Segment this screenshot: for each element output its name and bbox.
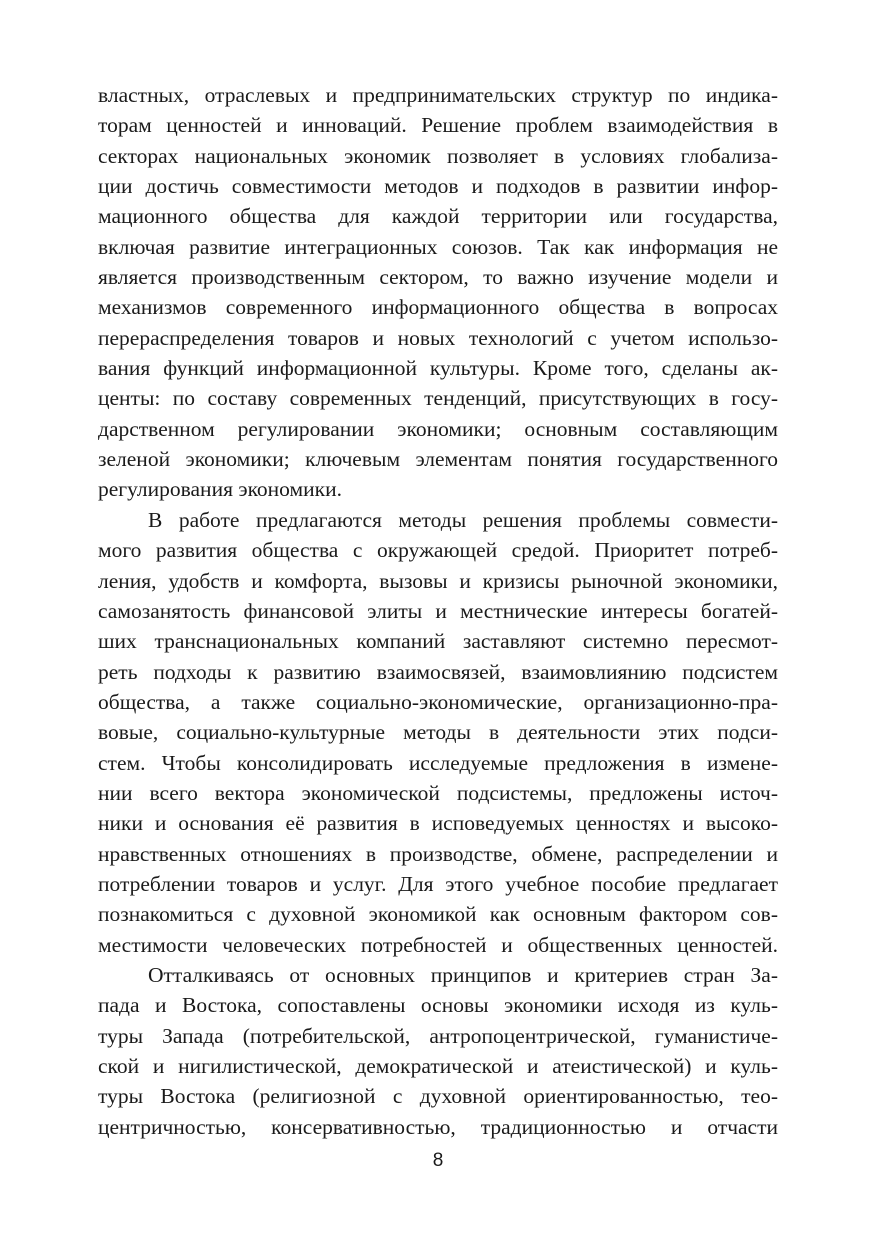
paragraph-2 <box>98 505 778 960</box>
text-line: вовые, социально-культурные методы в деятельности этих подси- <box>98 720 778 745</box>
text-line: механизмов современного информационного общества в вопросах <box>98 295 778 320</box>
text-line: самозанятость финансовой элиты и местнические интересы богатей- <box>98 598 778 623</box>
text-line: включая развитие интеграционных союзов. Так как информация не <box>98 234 778 259</box>
text-line: Отталкиваясь от основных принципов и критериев стран За- <box>148 962 778 987</box>
text-line: нии всего вектора экономической подсистемы, предложены источ- <box>98 780 778 805</box>
text-line: перераспределения товаров и новых технологий с учетом использо- <box>98 325 778 350</box>
text-line: ники и основания её развития в исповедуемых ценностях и высоко- <box>98 811 778 836</box>
text-line: пада и Востока, сопоставлены основы экономики исходя из куль- <box>98 993 778 1018</box>
text-line: туры Запада (потребительской, антропоцентрической, гуманистиче- <box>98 1023 778 1048</box>
text-line: ской и нигилистической, демократической и атеистической) и куль- <box>98 1054 778 1078</box>
text-line: секторах национальных экономик позволяет в условиях глобализа- <box>98 143 778 168</box>
paragraph-1 <box>98 80 778 505</box>
text-line: центричностью, консервативностью, традиционностью и отчасти <box>98 1114 778 1139</box>
text-line: торам ценностей и инноваций. Решение проблем взаимодействия в <box>98 113 778 138</box>
text-line: местимости человеческих потребностей и общественных ценностей. <box>98 932 778 957</box>
text-line: зеленой экономики; ключевым элементам понятия государственного <box>98 447 778 472</box>
text-line: ления, удобств и комфорта, вызовы и кризисы рыночной экономики, <box>98 568 778 593</box>
text-line: дарственном регулировании экономики; основным составляющим <box>98 416 778 441</box>
text-line: нравственных отношениях в производстве, обмене, распределении и <box>98 841 778 866</box>
text-line: мого развития общества с окружающей средой. Приоритет потреб- <box>98 538 778 563</box>
paragraph-3 <box>98 960 778 1142</box>
text-line: реть подходы к развитию взаимосвязей, взаимовлиянию подсистем <box>98 659 778 684</box>
text-line: общества, а также социально-экономические, организационно-пра- <box>98 689 778 714</box>
text-line: властных, отраслевых и предпринимательских структур по индика- <box>98 83 778 107</box>
text-line: В работе предлагаются методы решения проблемы совмести- <box>148 507 778 532</box>
text-line: ции достичь совместимости методов и подходов в развитии инфор- <box>98 174 778 199</box>
text-line: познакомиться с духовной экономикой как основным фактором сов- <box>98 902 778 927</box>
text-line: ших транснациональных компаний заставляют системно пересмот- <box>98 629 778 654</box>
body-text <box>98 80 778 1142</box>
text-line: потреблении товаров и услуг. Для этого учебное пособие предлагает <box>98 871 778 896</box>
text-line: центы: по составу современных тенденций, присутствующих в госу- <box>98 386 778 411</box>
text-line: регулирования экономики. <box>98 477 342 502</box>
text-line: вания функций информационной культуры. Кроме того, сделаны ак- <box>98 356 778 381</box>
text-line: мационного общества для каждой территории или государства, <box>98 204 778 229</box>
text-line: стем. Чтобы консолидировать исследуемые предложения в измене- <box>98 750 778 775</box>
page-number: 8 <box>432 1150 444 1171</box>
text-line: туры Востока (религиозной с духовной ориентированностью, тео- <box>98 1084 778 1109</box>
text-line: является производственным сектором, то важно изучение модели и <box>98 265 778 290</box>
